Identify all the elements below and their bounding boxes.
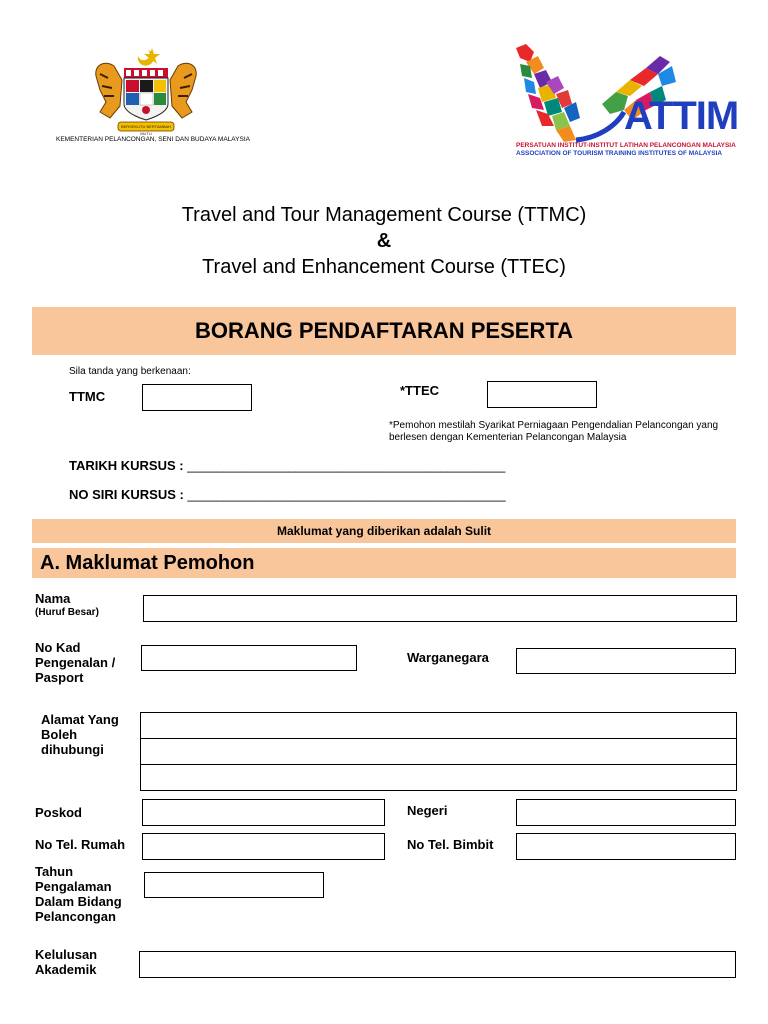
alamat-label bbox=[41, 712, 119, 757]
selection-instruction: Sila tanda yang berkenaan: bbox=[69, 366, 191, 377]
negeri-label: Negeri bbox=[407, 803, 448, 818]
tahun-label-line1: Tahun bbox=[35, 864, 74, 879]
course-date-field[interactable]: ____________________________________________ bbox=[187, 458, 506, 473]
ministry-name: KEMENTERIAN PELANCONGAN, SENI DAN BUDAYA MALAYSIA bbox=[56, 136, 250, 143]
ic-label bbox=[35, 640, 115, 685]
section-a-bar bbox=[32, 548, 736, 578]
alamat-label-line1: Alamat Yang bbox=[41, 712, 119, 727]
nama-label bbox=[35, 591, 99, 619]
course-date-row bbox=[69, 458, 505, 473]
nama-subtext: (Huruf Besar) bbox=[35, 607, 99, 618]
title-ttmc: Travel and Tour Management Course (TTMC) bbox=[181, 204, 587, 226]
ttec-checkbox[interactable] bbox=[487, 381, 597, 408]
alamat-field-line3[interactable] bbox=[140, 764, 737, 791]
ic-label-line1: No Kad bbox=[35, 640, 81, 655]
poskod-field[interactable] bbox=[142, 799, 385, 826]
attim-logo bbox=[512, 42, 739, 162]
warganegara-label: Warganegara bbox=[407, 650, 489, 665]
alamat-field-line1[interactable] bbox=[140, 712, 737, 739]
ic-label-line3: Pasport bbox=[35, 670, 84, 685]
ttec-label: *TTEC bbox=[400, 383, 439, 398]
ministry-logo bbox=[88, 46, 204, 136]
tahun-label-line3: Dalam Bidang bbox=[35, 894, 122, 909]
alamat-label-line2: Boleh bbox=[41, 727, 78, 742]
course-serial-row bbox=[69, 487, 506, 502]
ic-label-line2: Pengenalan / bbox=[35, 655, 116, 670]
nama-field[interactable] bbox=[143, 595, 737, 622]
confidential-bar bbox=[32, 519, 736, 543]
tel-bimbit-field[interactable] bbox=[516, 833, 736, 860]
ic-field[interactable] bbox=[141, 645, 357, 671]
ttmc-checkbox[interactable] bbox=[142, 384, 252, 411]
kelulusan-label bbox=[35, 947, 97, 977]
kelulusan-field[interactable] bbox=[139, 951, 736, 978]
ttec-note-line2: berlesen dengan Kementerian Pelancongan Malaysia bbox=[389, 432, 627, 443]
alamat-field-line2[interactable] bbox=[140, 738, 737, 765]
alamat-label-line3: dihubungi bbox=[41, 742, 104, 757]
tahun-label bbox=[35, 864, 122, 924]
course-date-label: TARIKH KURSUS : bbox=[69, 458, 184, 473]
attim-wordmark: ATTIM bbox=[624, 94, 739, 138]
kelulusan-label-line1: Kelulusan bbox=[35, 947, 98, 962]
title-ttec: Travel and Enhancement Course (TTEC) bbox=[202, 256, 566, 278]
course-serial-label: NO SIRI KURSUS : bbox=[69, 487, 184, 502]
form-title-bar bbox=[32, 307, 736, 355]
course-serial-field[interactable]: ____________________________________________ bbox=[187, 487, 506, 502]
attim-name-english: ASSOCIATION OF TOURISM TRAINING INSTITUTES OF MALAYSIA bbox=[516, 150, 723, 157]
attim-name-malay: PERSATUAN INSTITUT-INSTITUT LATIHAN PELANCONGAN MALAYSIA bbox=[516, 142, 736, 149]
warganegara-field[interactable] bbox=[516, 648, 736, 674]
ttec-note-line1: *Pemohon mestilah Syarikat Perniagaan Pengendalian Pelancongan yang bbox=[389, 420, 719, 431]
poskod-label: Poskod bbox=[35, 805, 82, 820]
confidential-text: Maklumat yang diberikan adalah Sulit bbox=[276, 524, 492, 538]
tahun-label-line2: Pengalaman bbox=[35, 879, 112, 894]
form-title: BORANG PENDAFTARAN PESERTA bbox=[194, 318, 574, 343]
crest-motto: BERSEKUTU BERTAMBAH MUTU bbox=[120, 124, 172, 136]
nama-text: Nama bbox=[35, 591, 71, 606]
tahun-field[interactable] bbox=[144, 872, 324, 898]
tel-rumah-field[interactable] bbox=[142, 833, 385, 860]
tel-rumah-label: No Tel. Rumah bbox=[35, 837, 126, 852]
tahun-label-line4: Pelancongan bbox=[35, 909, 116, 924]
negeri-field[interactable] bbox=[516, 799, 736, 826]
title-ampersand: & bbox=[376, 230, 392, 252]
tel-bimbit-label: No Tel. Bimbit bbox=[407, 837, 494, 852]
kelulusan-label-line2: Akademik bbox=[35, 962, 97, 977]
ttmc-label: TTMC bbox=[69, 389, 106, 404]
section-a-title: A. Maklumat Pemohon bbox=[40, 552, 255, 574]
